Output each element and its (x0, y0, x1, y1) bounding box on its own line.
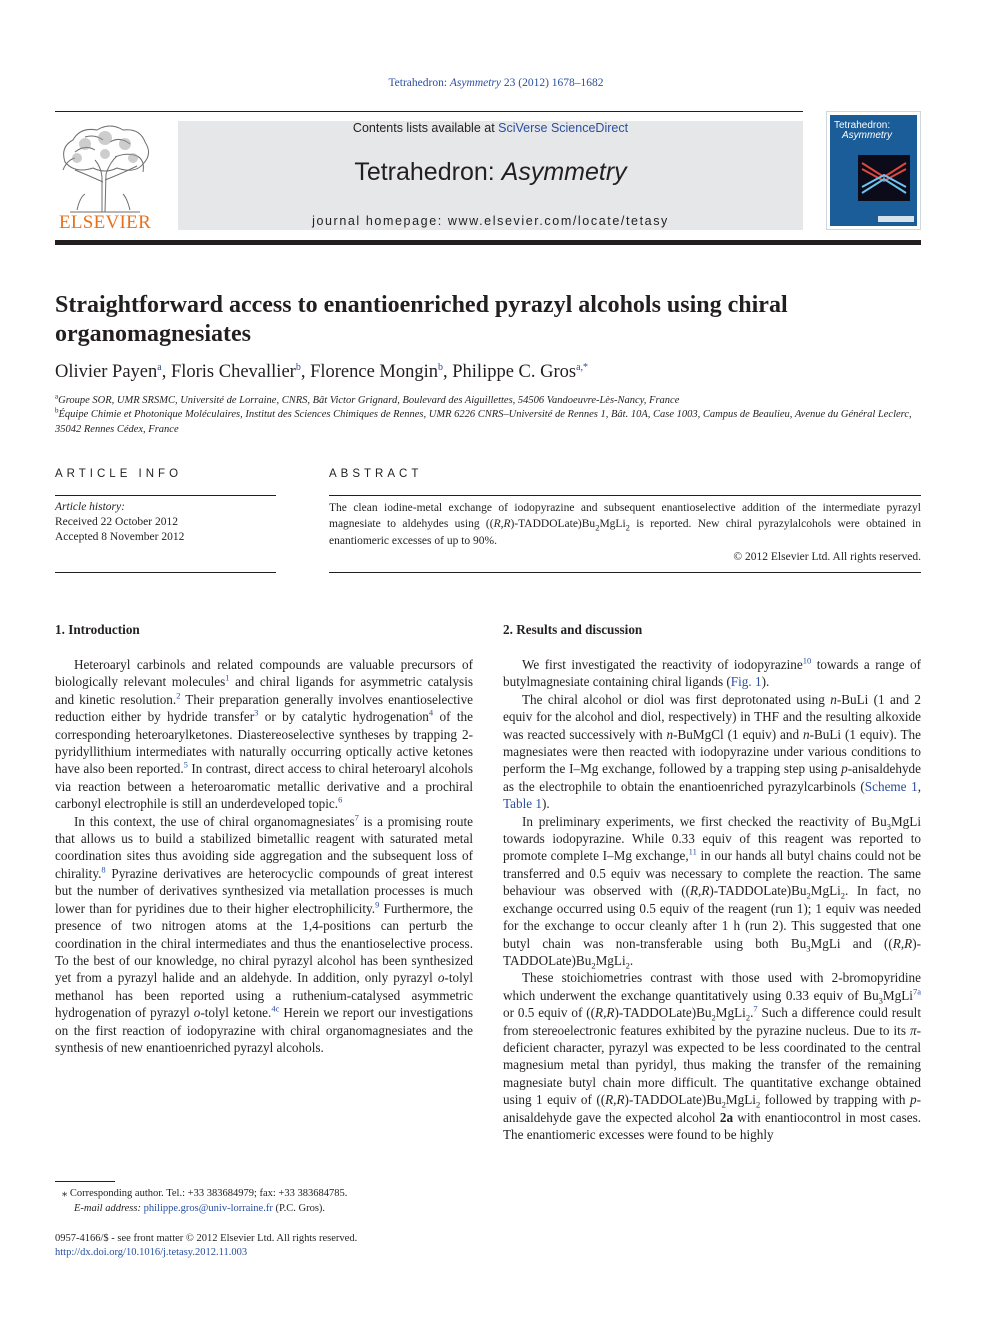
header-thick-rule (55, 240, 921, 245)
citation-ref[interactable]: 6 (338, 794, 343, 805)
author: Philippe C. Gros (452, 362, 577, 382)
citation-ref[interactable]: 8 (101, 864, 106, 875)
introduction-body (55, 656, 473, 1056)
footnote-rule (55, 1181, 115, 1182)
citation-ref[interactable]: 4 (428, 707, 434, 718)
corresponding-author-note: ⁎ Corresponding author. Tel.: +33 383684979; fax: +33 383684785. E-mail address: philippe.gros@univ-lorraine.fr (P.C. Gros). (62, 1188, 348, 1214)
citation-ref[interactable]: 5 (183, 760, 188, 771)
citation-ref[interactable]: 2 (176, 690, 181, 701)
author-list: Olivier Payen$^a$, Floris Chevallier$^b$, Florence Mongin$^b$, Philippe C. Gros$^{a,*}$ (55, 361, 589, 382)
section-heading-results: 2. Results and discussion (503, 622, 643, 637)
sciencedirect-link[interactable]: SciVerse ScienceDirect (498, 121, 629, 135)
paragraph: These stoichiometries contrast with those used with 2-bromopyridine which underwent the exchange quantitatively using 0.33 equiv of $Bu_3MgLi^{7a}$ or 0.5 equiv of $((R,R)-TADDOLate)Bu_2MgLi_2.^7$ Such a difference could result from stereoelectronic features exhibited by the pyrazine nucleus. Due to its π-deficient character, pyrazyl was expected to be less coordinated to the central magnesium metal than pyridyl, thus making the transfer of the remaining magnesiate butyl chain more difficult. The quantitative exchange obtained using 1 equiv of $((R,R)-TADDOLate)Bu_2MgLi_2$ followed by trapping with p-anisaldehyde gave the expected alcohol 2a with enantiocontrol in most cases. The enantiomeric excesses were found to be highly (503, 970, 921, 1142)
table-link[interactable]: Table 1 (503, 796, 542, 812)
article-history: Article history: Received 22 October 2012 Accepted 8 November 2012 (55, 501, 185, 543)
journal-cover-thumbnail[interactable] (826, 111, 921, 230)
info-rule (55, 495, 276, 496)
citation-ref[interactable]: 9 (375, 899, 380, 910)
paragraph: In preliminary experiments, we first checked the reactivity of $Bu_3MgLi$ towards iodopyrazine. While 0.33 equiv of this reagent was reported to promote complete I–Mg exchange,$^{11}$ in our hands all butyl chains could not be transferred and 0.5 equiv was necessary to complete the reaction. The same behaviour was observed with $((R,R)-TADDOLate)Bu_2MgLi_2$. In fact, no exchange occurred using 0.5 equiv of the reagent (run 1); 1 equiv was needed for the exchange to occur cleanly after 1 h (run 2). This suggested that one butyl chain was non-transferable using both $Bu_3MgLi$ and $((R,R)-TADDOLate)Bu_2MgLi_2$. (503, 813, 922, 971)
citation-ref[interactable]: 4c (271, 1003, 280, 1014)
affiliation-b: $^b$Équipe Chimie et Photonique Moléculaires, Institut des Sciences Chimiques de Rennes, UMR 6226 CNRS–Université de Rennes 1, Bât. 10A, Case 1003, Campus de Beaulieu, Avenue du Général Leclerc, 35042 Rennes Cédex, France (55, 406, 912, 435)
author: Floris Chevallier (170, 362, 296, 382)
email-link[interactable]: philippe.gros@univ-lorraine.fr (143, 1203, 273, 1214)
results-body (503, 656, 921, 1143)
abstract-text: The clean iodine-metal exchange of iodopyrazine and subsequent enantioselective addition of the intermediate pyrazyl magnesiate to aldehydes using $((R,R)-TADDOLate)Bu_2MgLi_2$ is reported. New chiral pyrazylalcohols were obtained in enantiomeric excesses of up to 90%. © 2012 Elsevier Ltd. All rights reserved. (329, 500, 921, 565)
issn-line: 0957-4166/$ - see front matter © 2012 Elsevier Ltd. All rights reserved. (55, 1233, 358, 1244)
citation-ref[interactable]: 7a (912, 986, 921, 997)
scheme-link[interactable]: Scheme 1 (864, 778, 918, 794)
figure-link[interactable]: Fig. 1 (730, 674, 762, 690)
elsevier-logo (55, 122, 155, 234)
cover-title: Tetrahedron: Asymmetry (834, 120, 892, 141)
cover-artwork-icon (858, 155, 910, 201)
journal-title: Tetrahedron: Asymmetry (354, 158, 627, 186)
article-info-heading: ARTICLE INFO (55, 468, 183, 480)
author: Olivier Payen (55, 362, 158, 382)
article-title: Straightforward access to enantioenriched pyrazyl alcohols using chiral organomagnesiates (55, 292, 788, 347)
citation-ref[interactable]: 3 (254, 707, 259, 718)
abstract-copyright: © 2012 Elsevier Ltd. All rights reserved. (733, 550, 921, 563)
journal-homepage: journal homepage: www.elsevier.com/locate/tetasy (312, 214, 669, 228)
contents-availability: Contents lists available at SciVerse ScienceDirect (352, 121, 629, 135)
doi-link[interactable]: http://dx.doi.org/10.1016/j.tetasy.2012.11.003 (55, 1247, 248, 1258)
header-rule (55, 111, 803, 112)
paragraph: We first investigated the reactivity of iodopyrazine$^{10}$ towards a range of butylmagnesiate containing chiral ligands (Fig. 1). (503, 655, 921, 690)
citation-ref[interactable]: 7 (354, 812, 359, 823)
affiliation-a: $^a$Groupe SOR, UMR SRSMC, Université de Lorraine, CNRS, Bât Victor Grignard, Boulevard des Aiguillettes, 54506 Vandoeuvre-Lès-Nancy, France (55, 392, 680, 406)
elsevier-tree-icon (55, 122, 155, 214)
citation-ref[interactable]: 7 (753, 1003, 758, 1014)
author: Florence Mongin (310, 362, 438, 382)
citation-ref[interactable]: 10 (802, 655, 812, 666)
elsevier-wordmark: ELSEVIER (58, 212, 152, 233)
citation-ref[interactable]: 11 (688, 847, 697, 858)
paragraph: Heteroaryl carbinols and related compounds are valuable precursors of biologically relevant molecules$^1$ and chiral ligands for asymmetric catalysis and kinetic resolution.$^2$ Their preparation generally involves enantioselective reduction either by hydride transfer$^3$ or by catalytic hydrogenation$^4$ of the corresponding heteroarylketones. Diastereoselective syntheses by trapping 2-pyridyllithium intermediates with naturally occurring optically active ketones have also been reported.$^5$ In contrast, direct access to chiral heteroaryl alcohols via reaction between a heteroaromatic metallic derivative and a prochiral carbonyl electrophile is still an underdeveloped topic.$^6$ (55, 657, 474, 812)
journal-citation[interactable]: Tetrahedron: Asymmetry 23 (2012) 1678–1682 (388, 77, 604, 89)
paragraph: The chiral alcohol or diol was first deprotonated using n-BuLi (1 and 2 equiv for the alcohol and diol, respectively) in THF and the resulting alkoxide was reacted successively with n-BuMgCl (1 equiv) and n-BuLi (1 equiv). The magnesiates were then reacted with iodopyrazine under various conditions to perform the I–Mg exchange, followed by a trapping step using p-anisaldehyde as the electrophile to obtain the enantioenriched pyrazylcarbinols (Scheme 1, Table 1). (503, 691, 921, 812)
abstract-rule (329, 495, 921, 496)
info-rule-bottom (55, 572, 276, 573)
paragraph: In this context, the use of chiral organomagnesiates$^7$ is a promising route that allows us to build a stabilized bimetallic reagent with saturated metal coordination sites thus avoiding side aggregation and the subsequent loss of chirality.$^8$ Pyrazine derivatives are heterocyclic compounds of great interest but the number of derivatives synthesized via metallation processes is much lower than for pyridines due to their higher electrophilicity.$^9$ Furthermore, the presence of two nitrogen atoms at the 1,4-positions can perturb the coordination in the chiral intermediates and thus the enantioselective process. To the best of our knowledge, no chiral pyrazyl alcohol has been synthesized yet from a pyrazyl halide and an aldehyde. In addition, only pyrazyl o-tolyl methanol has been reported using a ruthenium-catalysed asymmetric hydrogenation of pyrazyl o-tolyl ketone.$^{4c}$ Herein we report our investigations on the first reaction of iodopyrazine with chiral organomagnesiates and the synthesis of new enantioenriched pyrazyl alcohols. (55, 812, 474, 1055)
abstract-rule-bottom (329, 572, 921, 573)
citation-ref[interactable]: 1 (225, 673, 230, 684)
abstract-heading: ABSTRACT (329, 468, 423, 480)
homepage-link[interactable]: www.elsevier.com/locate/tetasy (447, 214, 669, 228)
section-heading-introduction: 1. Introduction (55, 622, 140, 637)
